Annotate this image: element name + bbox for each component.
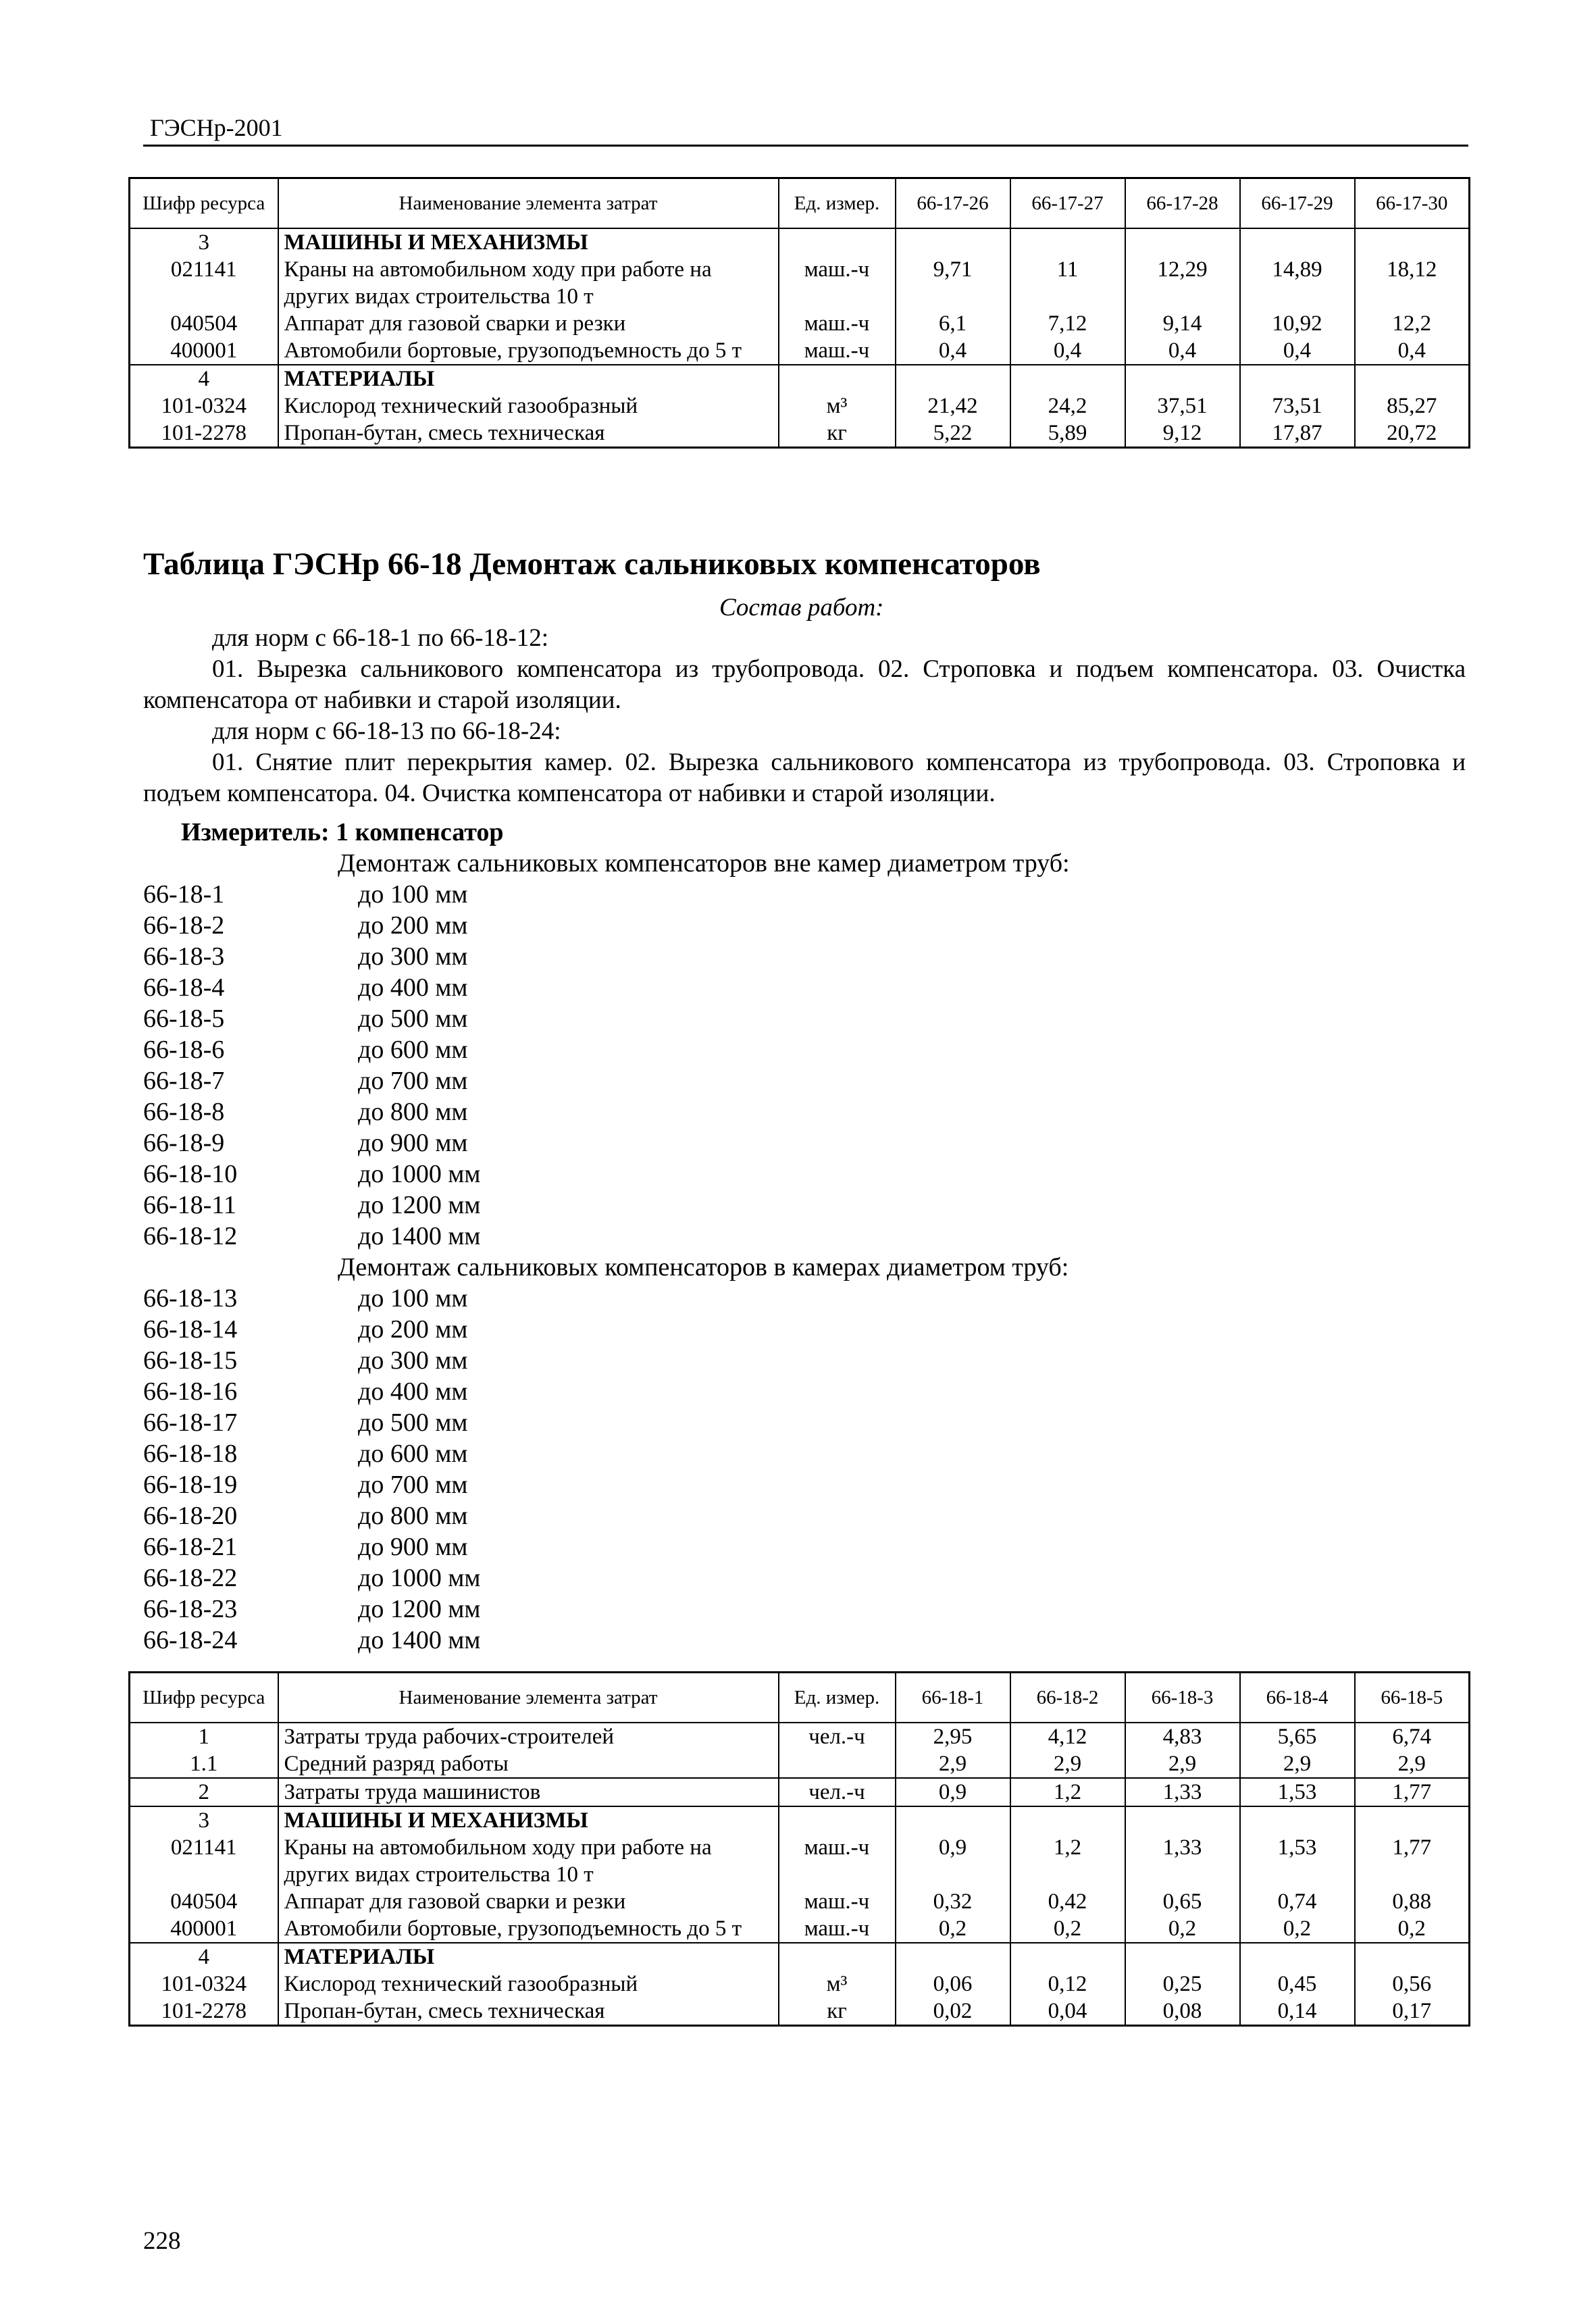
resource-table-66-17: [128, 177, 1470, 449]
section-row: [130, 1943, 1470, 1971]
norm-code: 66-18-14: [143, 1315, 238, 1344]
norm-code: 66-18-15: [143, 1346, 238, 1375]
norm-description: до 900 мм: [358, 1533, 468, 1561]
resource-table-66-18: [128, 1671, 1470, 2027]
cell-value: 4,83: [1125, 1723, 1240, 1750]
table-row: [130, 337, 1470, 365]
cell-unit: чел.-ч: [779, 1723, 896, 1750]
norm-code: 66-18-8: [143, 1098, 225, 1126]
norm-code: 66-18-12: [143, 1222, 238, 1250]
cell-value: 0,17: [1355, 1998, 1470, 2026]
cell-value: 1,2: [1010, 1778, 1125, 1806]
cell-value: 1,77: [1355, 1834, 1470, 1888]
cell-value: 0,88: [1355, 1888, 1470, 1915]
norm-code: 66-18-6: [143, 1036, 225, 1064]
norm-description: до 1000 мм: [358, 1160, 481, 1188]
norm-description: до 400 мм: [358, 1377, 468, 1406]
cell-value: 6,1: [896, 310, 1010, 337]
section-row: [130, 228, 1470, 256]
cell-unit: [779, 1750, 896, 1778]
norm-code: 66-18-13: [143, 1284, 238, 1313]
cell-value: 2,95: [896, 1723, 1010, 1750]
cell-unit: [779, 1806, 896, 1834]
measure-unit: Измеритель: 1 компенсатор: [181, 818, 504, 846]
cell-name: Автомобили бортовые, грузоподъемность до 5 т: [278, 337, 779, 365]
norm-code: 66-18-21: [143, 1533, 238, 1561]
cell-name: МАТЕРИАЛЫ: [278, 365, 779, 392]
cell-code: 101-2278: [130, 420, 278, 448]
norm-code: 66-18-16: [143, 1377, 238, 1406]
cell-unit: маш.-ч: [779, 1915, 896, 1943]
cell-value: [896, 228, 1010, 256]
section-row: [130, 1806, 1470, 1834]
cell-name: Краны на автомобильном ходу при работе на других видах строительства 10 т: [278, 256, 779, 310]
cell-value: 0,2: [1125, 1915, 1240, 1943]
cell-value: 5,65: [1240, 1723, 1355, 1750]
cell-unit: кг: [779, 420, 896, 448]
group-heading-outside: Демонтаж сальниковых компенсаторов вне камер диаметром труб:: [338, 849, 1070, 878]
cell-code: 400001: [130, 337, 278, 365]
cell-value: [1240, 365, 1355, 392]
section-row: [130, 365, 1470, 392]
cell-value: [1355, 1806, 1470, 1834]
norm-description: до 500 мм: [358, 1005, 468, 1033]
cell-value: 1,2: [1010, 1834, 1125, 1888]
running-header: ГЭСНр-2001: [150, 114, 283, 141]
norm-description: до 500 мм: [358, 1408, 468, 1437]
cell-name: МАШИНЫ И МЕХАНИЗМЫ: [278, 1806, 779, 1834]
norm-description: до 100 мм: [358, 1284, 468, 1313]
cell-code: 101-0324: [130, 392, 278, 420]
cell-value: 1,33: [1125, 1778, 1240, 1806]
cell-value: 1,33: [1125, 1834, 1240, 1888]
page-number: 228: [143, 2227, 181, 2255]
cell-value: 0,42: [1010, 1888, 1125, 1915]
table-row: [130, 1998, 1470, 2026]
cell-unit: [779, 228, 896, 256]
cell-unit: кг: [779, 1998, 896, 2026]
cell-value: [1125, 228, 1240, 256]
cell-code: 3: [130, 228, 278, 256]
table-row: [130, 1778, 1470, 1806]
norm-description: до 700 мм: [358, 1471, 468, 1499]
cell-value: 0,4: [896, 337, 1010, 365]
cell-value: 1,53: [1240, 1834, 1355, 1888]
norm-description: до 1200 мм: [358, 1191, 481, 1219]
table-row: [130, 1915, 1470, 1943]
col-header-code: Шифр ресурса: [130, 178, 278, 229]
cell-value: [1010, 228, 1125, 256]
cell-value: [896, 1943, 1010, 1971]
norm-code: 66-18-24: [143, 1626, 238, 1654]
norm-description: до 300 мм: [358, 1346, 468, 1375]
col-header-norm: 66-17-29: [1240, 178, 1355, 229]
norm-code: 66-18-9: [143, 1129, 225, 1157]
norm-code: 66-18-19: [143, 1471, 238, 1499]
col-header-norm: 66-17-27: [1010, 178, 1125, 229]
cell-value: 0,56: [1355, 1971, 1470, 1998]
norm-code: 66-18-1: [143, 880, 225, 909]
cell-value: 2,9: [896, 1750, 1010, 1778]
cell-value: 9,71: [896, 256, 1010, 310]
norm-code: 66-18-2: [143, 911, 225, 940]
cell-code: 4: [130, 365, 278, 392]
cell-value: [1010, 365, 1125, 392]
cell-code: 101-0324: [130, 1971, 278, 1998]
cell-value: [1010, 1943, 1125, 1971]
cell-value: 0,74: [1240, 1888, 1355, 1915]
cell-code: 101-2278: [130, 1998, 278, 2026]
cell-unit: м³: [779, 1971, 896, 1998]
cell-name: Пропан-бутан, смесь техническая: [278, 1998, 779, 2026]
norm-description: до 900 мм: [358, 1129, 468, 1157]
col-header-norm: 66-17-28: [1125, 178, 1240, 229]
cell-value: [1240, 228, 1355, 256]
cell-value: 0,12: [1010, 1971, 1125, 1998]
cell-code: 040504: [130, 1888, 278, 1915]
cell-code: 4: [130, 1943, 278, 1971]
cell-value: 7,12: [1010, 310, 1125, 337]
norm-code: 66-18-17: [143, 1408, 238, 1437]
work-composition-1: 01. Вырезка сальникового компенсатора из трубопровода. 02. Строповка и подъем компенсатора. 03. Очистка компенсатора от набивки и старой изоляции.: [143, 655, 1466, 714]
cell-value: 0,9: [896, 1834, 1010, 1888]
cell-value: 14,89: [1240, 256, 1355, 310]
cell-value: 0,08: [1125, 1998, 1240, 2026]
cell-value: 0,4: [1240, 337, 1355, 365]
cell-unit: м³: [779, 392, 896, 420]
cell-value: 12,29: [1125, 256, 1240, 310]
col-header-unit: Ед. измер.: [779, 1673, 896, 1723]
cell-value: 0,04: [1010, 1998, 1125, 2026]
norm-code: 66-18-18: [143, 1440, 238, 1468]
cell-value: 0,2: [1355, 1915, 1470, 1943]
cell-code: 2: [130, 1778, 278, 1806]
cell-code: 1: [130, 1723, 278, 1750]
cell-value: 20,72: [1355, 420, 1470, 448]
norms-range-1: для норм с 66-18-1 по 66-18-12:: [212, 624, 549, 652]
col-header-code: Шифр ресурса: [130, 1673, 278, 1723]
cell-value: 4,12: [1010, 1723, 1125, 1750]
table-body: [130, 228, 1470, 448]
cell-value: 0,14: [1240, 1998, 1355, 2026]
cell-value: [1240, 1806, 1355, 1834]
table-row: [130, 256, 1470, 310]
cell-value: 9,12: [1125, 420, 1240, 448]
cell-unit: маш.-ч: [779, 337, 896, 365]
cell-unit: маш.-ч: [779, 256, 896, 310]
cell-code: 040504: [130, 310, 278, 337]
section-title: Таблица ГЭСНр 66-18 Демонтаж сальниковых компенсаторов: [143, 547, 1041, 582]
cell-name: Кислород технический газообразный: [278, 392, 779, 420]
norm-code: 66-18-7: [143, 1067, 225, 1095]
cell-value: [1355, 1943, 1470, 1971]
table-header-row: [130, 178, 1470, 229]
cell-value: 18,12: [1355, 256, 1470, 310]
header-rule: [143, 145, 1468, 147]
cell-name: Краны на автомобильном ходу при работе на других видах строительства 10 т: [278, 1834, 779, 1888]
cell-code: 021141: [130, 256, 278, 310]
cell-value: 5,89: [1010, 420, 1125, 448]
col-header-unit: Ед. измер.: [779, 178, 896, 229]
cell-name: Пропан-бутан, смесь техническая: [278, 420, 779, 448]
norm-description: до 1000 мм: [358, 1564, 481, 1592]
cell-value: 11: [1010, 256, 1125, 310]
table-row: [130, 392, 1470, 420]
cell-value: 6,74: [1355, 1723, 1470, 1750]
cell-value: [1125, 1806, 1240, 1834]
norm-code: 66-18-5: [143, 1005, 225, 1033]
cell-value: [1125, 365, 1240, 392]
cell-unit: маш.-ч: [779, 1888, 896, 1915]
cell-name: МАШИНЫ И МЕХАНИЗМЫ: [278, 228, 779, 256]
norm-code: 66-18-3: [143, 942, 225, 971]
cell-value: 0,65: [1125, 1888, 1240, 1915]
norms-range-2: для норм с 66-18-13 по 66-18-24:: [212, 717, 561, 745]
norm-description: до 600 мм: [358, 1440, 468, 1468]
cell-value: [1240, 1943, 1355, 1971]
norm-code: 66-18-22: [143, 1564, 238, 1592]
norm-description: до 1200 мм: [358, 1595, 481, 1623]
cell-name: Автомобили бортовые, грузоподъемность до 5 т: [278, 1915, 779, 1943]
norm-description: до 100 мм: [358, 880, 468, 909]
col-header-norm: 66-18-4: [1240, 1673, 1355, 1723]
cell-unit: [779, 365, 896, 392]
cell-value: [896, 1806, 1010, 1834]
cell-unit: чел.-ч: [779, 1778, 896, 1806]
cell-value: 21,42: [896, 392, 1010, 420]
cell-value: 5,22: [896, 420, 1010, 448]
norm-description: до 700 мм: [358, 1067, 468, 1095]
norm-code: 66-18-20: [143, 1502, 238, 1530]
cell-value: 0,2: [896, 1915, 1010, 1943]
cell-value: 24,2: [1010, 392, 1125, 420]
table-row: [130, 1888, 1470, 1915]
cell-value: 0,2: [1240, 1915, 1355, 1943]
cell-value: 2,9: [1240, 1750, 1355, 1778]
cell-value: [1010, 1806, 1125, 1834]
cell-value: 73,51: [1240, 392, 1355, 420]
cell-value: 2,9: [1010, 1750, 1125, 1778]
cell-value: [896, 365, 1010, 392]
cell-name: Кислород технический газообразный: [278, 1971, 779, 1998]
cell-value: 0,02: [896, 1998, 1010, 2026]
composition-label: Состав работ:: [719, 594, 884, 621]
cell-value: 9,14: [1125, 310, 1240, 337]
cell-name: Аппарат для газовой сварки и резки: [278, 310, 779, 337]
group-heading-in-chambers: Демонтаж сальниковых компенсаторов в камерах диаметром труб:: [338, 1253, 1069, 1281]
cell-value: 0,4: [1355, 337, 1470, 365]
cell-value: 17,87: [1240, 420, 1355, 448]
cell-code: 400001: [130, 1915, 278, 1943]
norm-description: до 800 мм: [358, 1502, 468, 1530]
norm-description: до 600 мм: [358, 1036, 468, 1064]
norm-description: до 1400 мм: [358, 1626, 481, 1654]
norm-code: 66-18-10: [143, 1160, 238, 1188]
cell-value: [1355, 228, 1470, 256]
col-header-norm: 66-18-2: [1010, 1673, 1125, 1723]
norm-description: до 300 мм: [358, 942, 468, 971]
cell-value: 2,9: [1355, 1750, 1470, 1778]
table-row: [130, 1834, 1470, 1888]
cell-value: 2,9: [1125, 1750, 1240, 1778]
col-header-norm: 66-17-26: [896, 178, 1010, 229]
cell-value: 12,2: [1355, 310, 1470, 337]
cell-value: [1125, 1943, 1240, 1971]
col-header-norm: 66-18-1: [896, 1673, 1010, 1723]
col-header-norm: 66-18-3: [1125, 1673, 1240, 1723]
norm-code: 66-18-11: [143, 1191, 236, 1219]
norm-description: до 800 мм: [358, 1098, 468, 1126]
norm-code: 66-18-4: [143, 973, 225, 1002]
cell-code: 3: [130, 1806, 278, 1834]
cell-value: 0,32: [896, 1888, 1010, 1915]
cell-value: 0,25: [1125, 1971, 1240, 1998]
cell-value: 1,77: [1355, 1778, 1470, 1806]
table-row: [130, 1971, 1470, 1998]
table-row: [130, 1723, 1470, 1750]
table-row: [130, 310, 1470, 337]
cell-unit: маш.-ч: [779, 310, 896, 337]
table-body: [130, 1723, 1470, 2026]
cell-value: 0,06: [896, 1971, 1010, 1998]
norm-description: до 200 мм: [358, 1315, 468, 1344]
cell-value: 0,45: [1240, 1971, 1355, 1998]
col-header-norm: 66-18-5: [1355, 1673, 1470, 1723]
cell-value: 0,4: [1125, 337, 1240, 365]
cell-value: 37,51: [1125, 392, 1240, 420]
cell-name: МАТЕРИАЛЫ: [278, 1943, 779, 1971]
norm-code: 66-18-23: [143, 1595, 238, 1623]
cell-name: Средний разряд работы: [278, 1750, 779, 1778]
table-header-row: [130, 1673, 1470, 1723]
cell-value: 0,2: [1010, 1915, 1125, 1943]
cell-unit: маш.-ч: [779, 1834, 896, 1888]
col-header-norm: 66-17-30: [1355, 178, 1470, 229]
table-row: [130, 1750, 1470, 1778]
cell-value: 0,4: [1010, 337, 1125, 365]
cell-code: 021141: [130, 1834, 278, 1888]
cell-value: 10,92: [1240, 310, 1355, 337]
norm-description: до 1400 мм: [358, 1222, 481, 1250]
norm-description: до 200 мм: [358, 911, 468, 940]
cell-unit: [779, 1943, 896, 1971]
cell-value: 1,53: [1240, 1778, 1355, 1806]
cell-value: 85,27: [1355, 392, 1470, 420]
cell-name: Затраты труда машинистов: [278, 1778, 779, 1806]
norm-description: до 400 мм: [358, 973, 468, 1002]
cell-value: 0,9: [896, 1778, 1010, 1806]
cell-code: 1.1: [130, 1750, 278, 1778]
col-header-name: Наименование элемента затрат: [278, 1673, 779, 1723]
cell-name: Аппарат для газовой сварки и резки: [278, 1888, 779, 1915]
table-row: [130, 420, 1470, 448]
work-composition-2: 01. Снятие плит перекрытия камер. 02. Вырезка сальникового компенсатора из трубопровода. 03. Строповка и подъем компенсатора. 04. Очистка компенсатора от набивки и старой изоляции.: [143, 748, 1466, 807]
cell-value: [1355, 365, 1470, 392]
col-header-name: Наименование элемента затрат: [278, 178, 779, 229]
cell-name: Затраты труда рабочих-строителей: [278, 1723, 779, 1750]
